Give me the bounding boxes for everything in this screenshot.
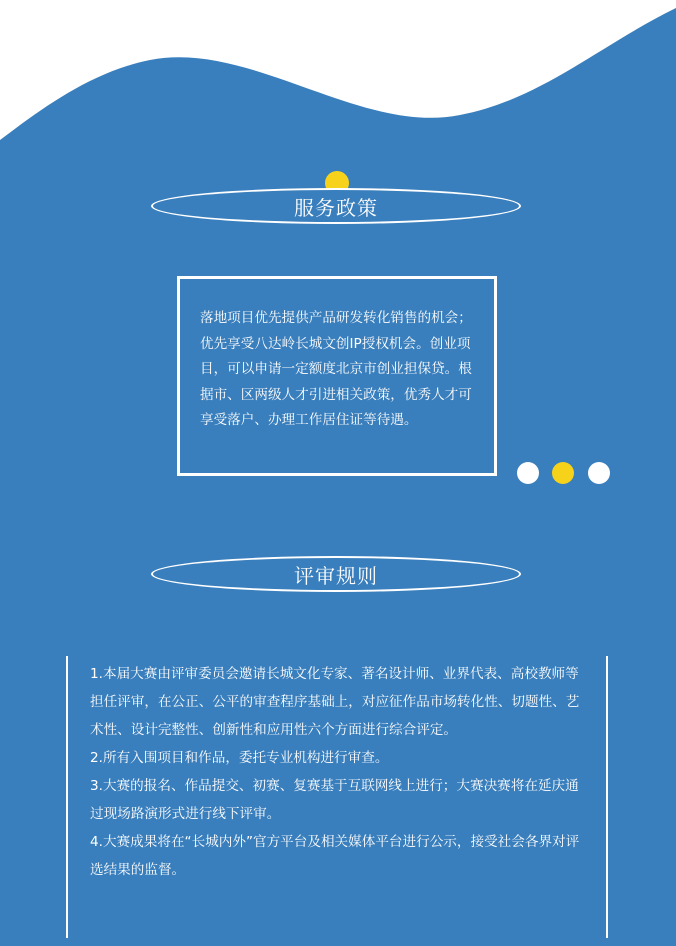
rule-item-1: 1.本届大赛由评审委员会邀请长城文化专家、著名设计师、业界代表、高校教师等担任评审，在公正、公平的审查程序基础上，对应征作品市场转化性、切题性、艺术性、设计完整性、创新性和应用性六个方面进行综合评定。 bbox=[90, 666, 580, 738]
rule-item-4: 4.大赛成果将在“长城内外”官方平台及相关媒体平台进行公示，接受社会各界对评选结果的监督。 bbox=[90, 834, 580, 878]
service-policy-text: 落地项目优先提供产品研发转化销售的机会；优先享受八达岭长城文创IP授权机会。创业项目，可以申请一定额度北京市创业担保贷。根据市、区两级人才引进相关政策，优秀人才可享受落户、办理工作居住证等待遇。 bbox=[200, 310, 472, 428]
section-title: 服务政策 bbox=[294, 195, 378, 220]
section-header-review-rules bbox=[151, 556, 521, 592]
yellow-dot-decoration bbox=[552, 462, 574, 484]
review-rules-box bbox=[66, 656, 608, 938]
white-dot-decoration bbox=[588, 462, 610, 484]
dots-decoration bbox=[517, 462, 613, 484]
white-dot-decoration bbox=[517, 462, 539, 484]
section-title: 评审规则 bbox=[294, 563, 378, 588]
top-wave-decoration bbox=[0, 0, 676, 160]
section-header-service-policy bbox=[151, 188, 521, 224]
service-policy-box bbox=[177, 276, 497, 476]
rule-item-3: 3.大赛的报名、作品提交、初赛、复赛基于互联网线上进行；大赛决赛将在延庆通过现场路演形式进行线下评审。 bbox=[90, 778, 579, 822]
rule-item-2: 2.所有入围项目和作品，委托专业机构进行审查。 bbox=[90, 750, 389, 766]
